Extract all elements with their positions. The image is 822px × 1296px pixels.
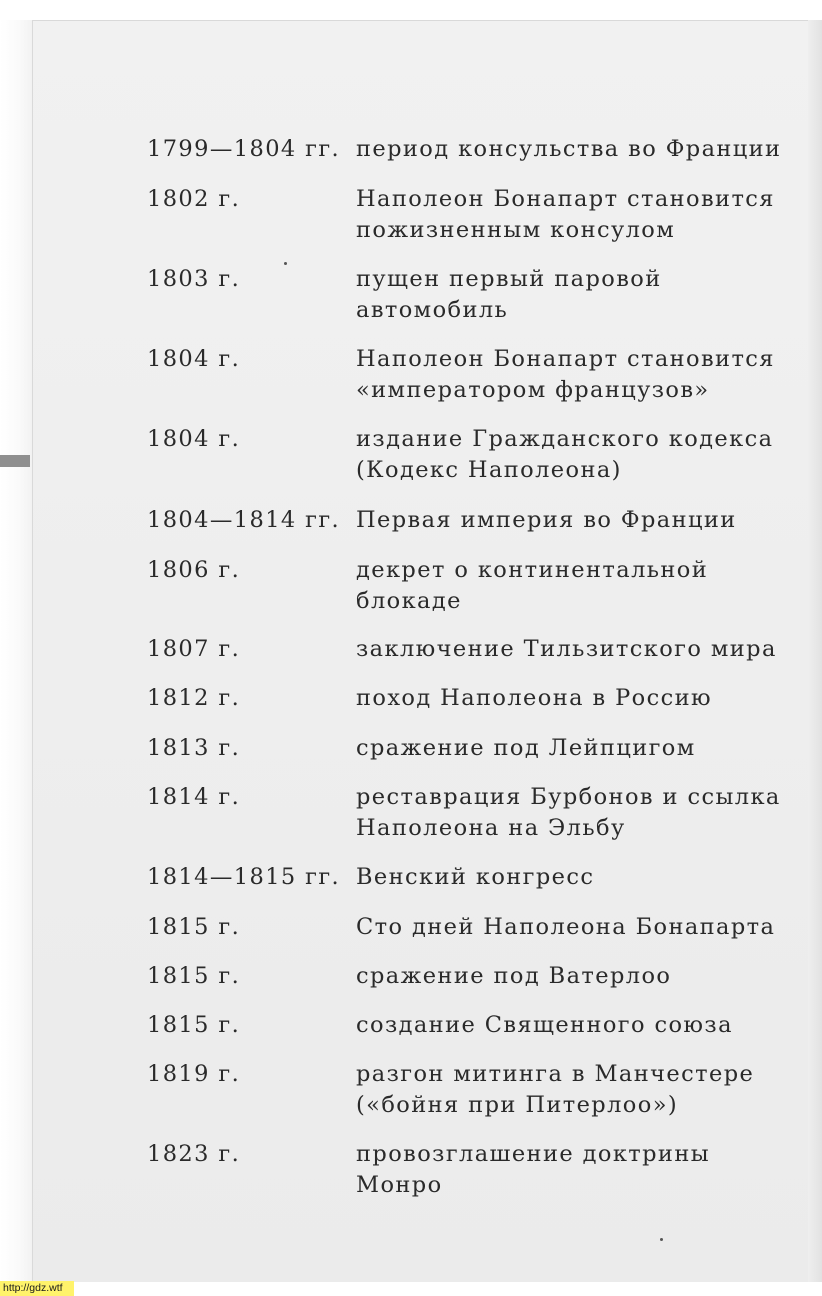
timeline-date: 1803 г. xyxy=(147,266,241,292)
timeline-date: 1804 г. xyxy=(147,346,241,372)
timeline-event-line: разгон митинга в Манчестере xyxy=(356,1061,755,1087)
timeline-date: 1806 г. xyxy=(147,557,241,583)
timeline-event-line: Наполеон Бонапарт становится xyxy=(356,346,775,372)
timeline-event-line: «императором французов» xyxy=(356,377,710,403)
timeline-event-line: Наполеон Бонапарт становится xyxy=(356,186,775,212)
timeline-event-line: автомобиль xyxy=(356,297,509,323)
timeline-event-line: Монро xyxy=(356,1172,443,1198)
timeline-date: 1804 г. xyxy=(147,426,241,452)
timeline-date: 1815 г. xyxy=(147,963,241,989)
timeline-event-line: блокаде xyxy=(356,588,462,614)
timeline-event-line: создание Священного союза xyxy=(356,1012,733,1038)
timeline-event-line: пожизненным консулом xyxy=(356,217,676,243)
timeline-event-line: Сто дней Наполеона Бонапарта xyxy=(356,914,776,940)
timeline-event-line: провозглашение доктрины xyxy=(356,1141,711,1167)
timeline-date: 1814 г. xyxy=(147,784,241,810)
timeline-event-line: издание Гражданского кодекса xyxy=(356,426,774,452)
timeline-date: 1823 г. xyxy=(147,1141,241,1167)
timeline-date: 1813 г. xyxy=(147,735,241,761)
timeline-event-line: (Кодекс Наполеона) xyxy=(356,457,622,483)
timeline-event-line: Первая империя во Франции xyxy=(356,507,737,533)
timeline-event-line: пущен первый паровой xyxy=(356,266,662,292)
timeline-event-line: сражение под Лейпцигом xyxy=(356,735,696,761)
timeline-event-line: заключение Тильзитского мира xyxy=(356,636,777,662)
timeline-date: 1804—1814 гг. xyxy=(147,507,341,533)
timeline-event-line: сражение под Ватерлоо xyxy=(356,963,672,989)
timeline-date: 1799—1804 гг. xyxy=(147,136,341,162)
timeline-date: 1815 г. xyxy=(147,1012,241,1038)
timeline-event-line: («бойня при Питерлоо») xyxy=(356,1092,679,1118)
timeline-date: 1812 г. xyxy=(147,685,241,711)
source-link-badge[interactable]: http://gdz.wtf xyxy=(0,1281,74,1296)
timeline-date: 1819 г. xyxy=(147,1061,241,1087)
timeline-event-line: декрет о континентальной xyxy=(356,557,709,583)
timeline-event-line: Наполеона на Эльбу xyxy=(356,815,626,841)
timeline-event-line: реставрация Бурбонов и ссылка xyxy=(356,784,781,810)
timeline-event-line: Венский конгресс xyxy=(356,864,595,890)
timeline-event-line: поход Наполеона в Россию xyxy=(356,685,712,711)
timeline-date: 1802 г. xyxy=(147,186,241,212)
timeline-event-line: период консульства во Франции xyxy=(356,136,782,162)
timeline-date: 1807 г. xyxy=(147,636,241,662)
timeline-date: 1815 г. xyxy=(147,914,241,940)
timeline-date: 1814—1815 гг. xyxy=(147,864,341,890)
